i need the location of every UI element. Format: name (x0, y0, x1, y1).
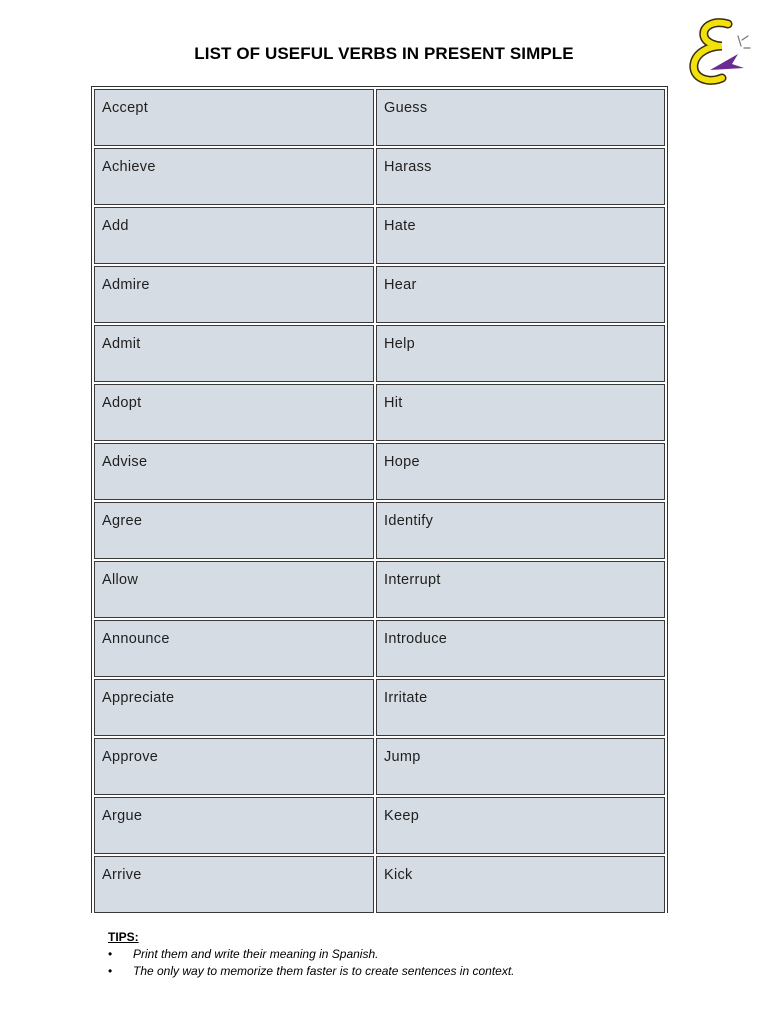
verb-cell: Allow (94, 561, 374, 618)
tip-text: The only way to memorize them faster is to create sentences in context. (133, 964, 515, 978)
verb-cell: Agree (94, 502, 374, 559)
verb-cell: Hear (376, 266, 665, 323)
verb-cell: Keep (376, 797, 665, 854)
verbs-table (91, 86, 668, 913)
verb-cell: Accept (94, 89, 374, 146)
verb-cell: Identify (376, 502, 665, 559)
verb-cell: Hit (376, 384, 665, 441)
verb-cell: Announce (94, 620, 374, 677)
tip-item (108, 963, 728, 980)
verb-cell: Add (94, 207, 374, 264)
page-title: LIST OF USEFUL VERBS IN PRESENT SIMPLE (194, 44, 574, 63)
tips-heading: TIPS: (108, 930, 139, 944)
verb-cell: Achieve (94, 148, 374, 205)
bullet-icon: • (108, 964, 113, 978)
verb-cell: Hate (376, 207, 665, 264)
brand-logo-icon (688, 18, 752, 88)
verb-cell: Arrive (94, 856, 374, 913)
verb-cell: Admit (94, 325, 374, 382)
verb-cell: Hope (376, 443, 665, 500)
verb-cell: Harass (376, 148, 665, 205)
verb-cell: Adopt (94, 384, 374, 441)
verb-cell: Advise (94, 443, 374, 500)
tips-section (108, 930, 728, 980)
bullet-icon: • (108, 947, 113, 961)
verb-cell: Argue (94, 797, 374, 854)
verb-cell: Jump (376, 738, 665, 795)
tip-text: Print them and write their meaning in Spanish. (133, 947, 379, 961)
verbs-grid (94, 89, 665, 913)
verb-cell: Appreciate (94, 679, 374, 736)
verb-cell: Help (376, 325, 665, 382)
verb-cell: Approve (94, 738, 374, 795)
verb-cell: Introduce (376, 620, 665, 677)
tip-item (108, 946, 728, 963)
verb-cell: Interrupt (376, 561, 665, 618)
tips-list (108, 946, 728, 980)
verb-cell: Guess (376, 89, 665, 146)
verb-cell: Irritate (376, 679, 665, 736)
verb-cell: Admire (94, 266, 374, 323)
verb-cell: Kick (376, 856, 665, 913)
